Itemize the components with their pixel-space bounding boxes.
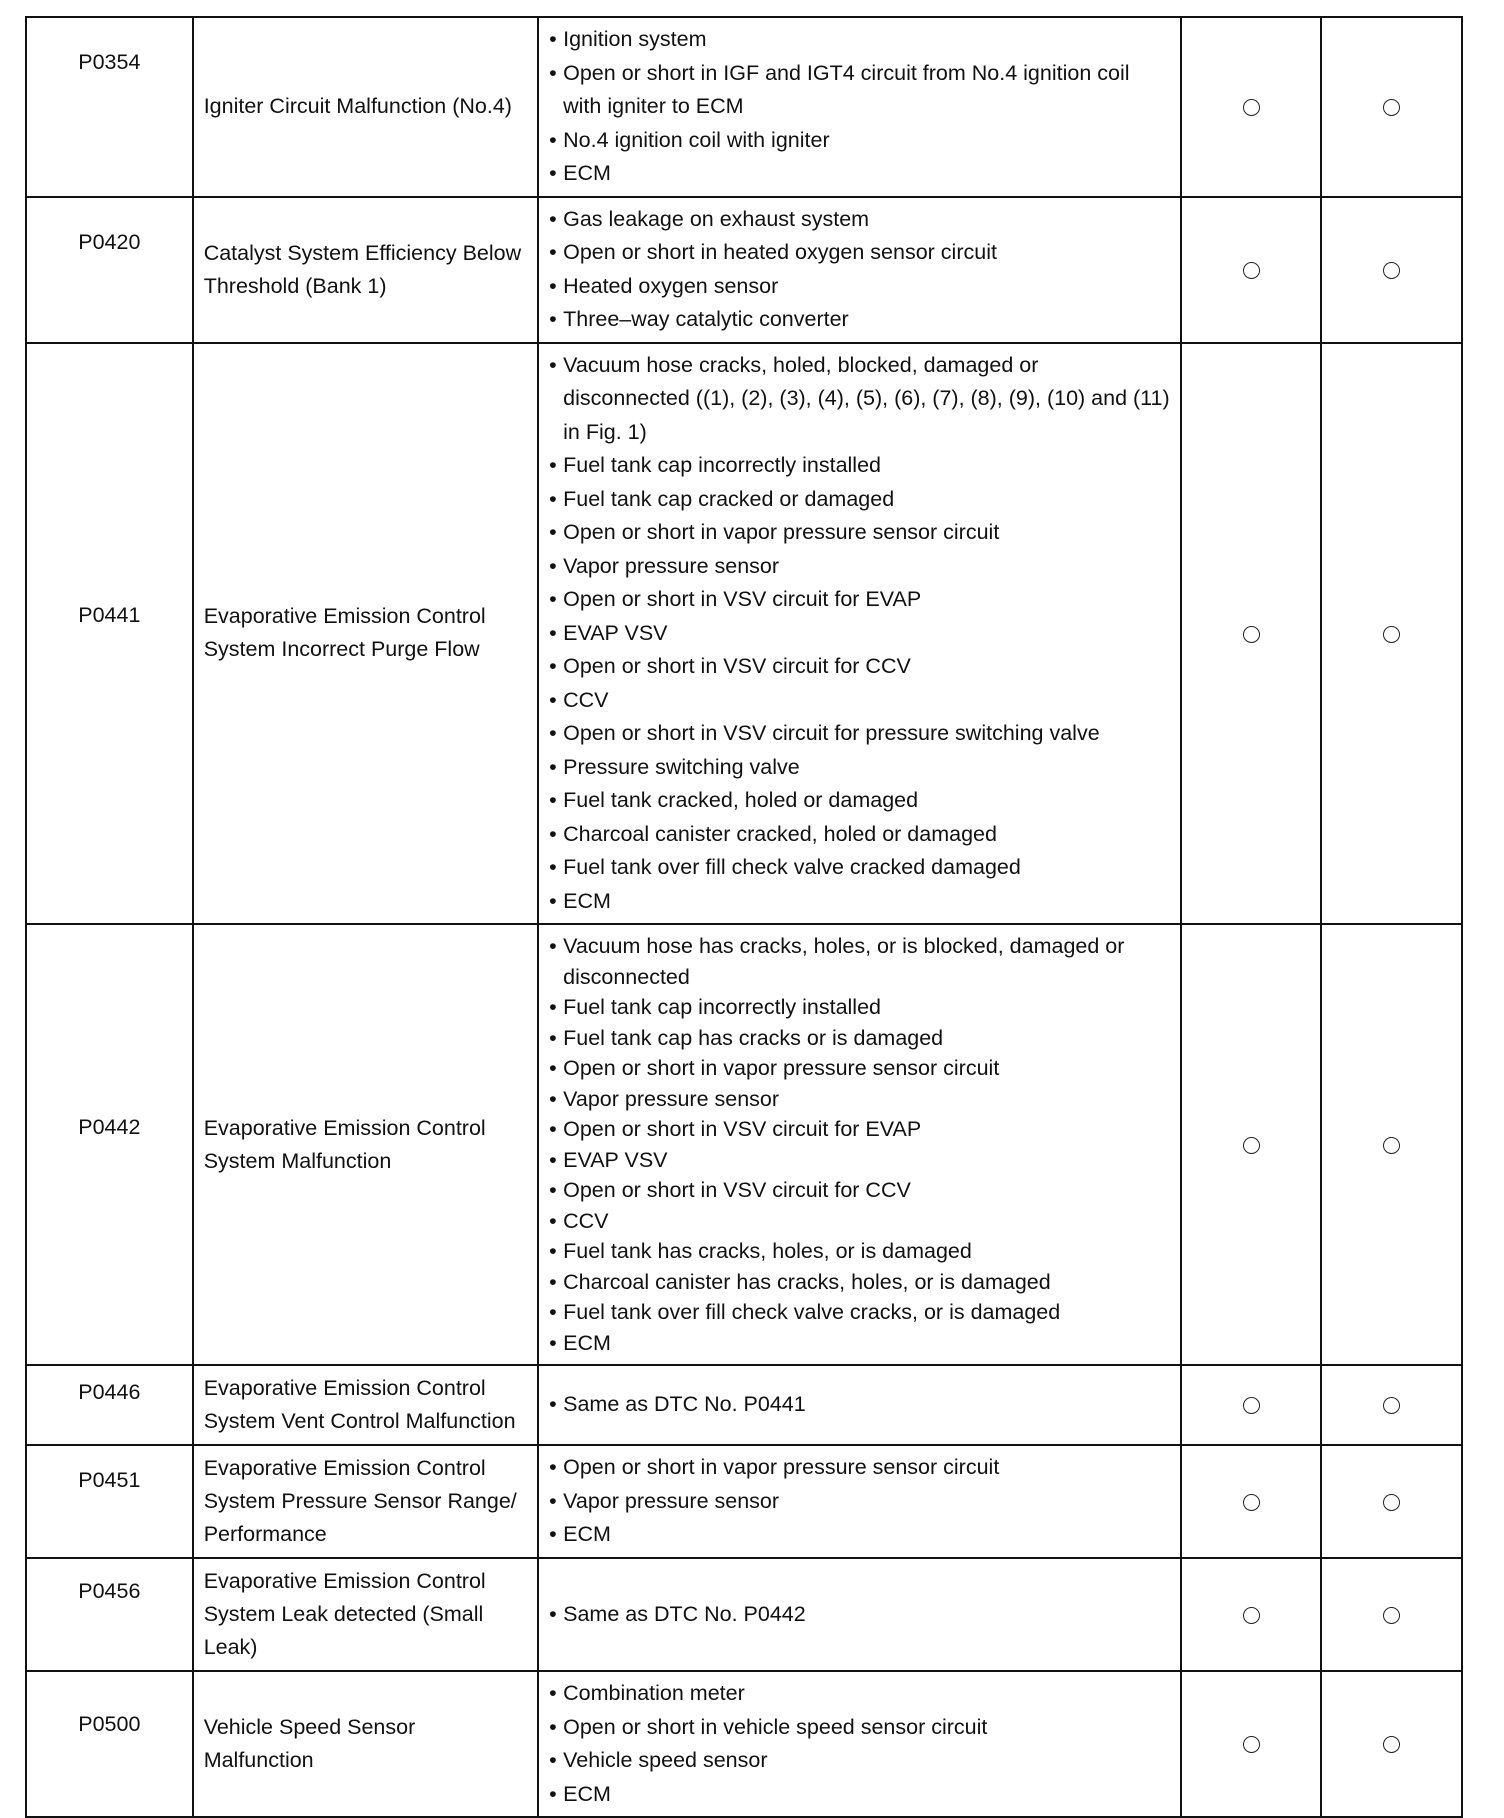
detection-item-cell: [193, 1445, 538, 1558]
list-item: • Vapor pressure sensor: [549, 1485, 1170, 1519]
table-row: [26, 1558, 1462, 1671]
list-item: • Open or short in VSV circuit for EVAP: [549, 1114, 1170, 1145]
circle-icon: [1243, 262, 1260, 279]
list-item: • Fuel tank over fill check valve cracked damaged: [549, 851, 1170, 885]
circle-icon: [1243, 1397, 1260, 1414]
dtc-code-cell: [26, 17, 193, 197]
dtc-code-cell: [26, 1558, 193, 1671]
trouble-area-cell: [538, 1558, 1181, 1671]
trouble-area-cell: [538, 197, 1181, 343]
detection-item: Evaporative Emission Control System Malfunction: [203, 1115, 486, 1173]
trouble-area-list: [549, 203, 1170, 337]
detection-item: Igniter Circuit Malfunction (No.4): [203, 94, 512, 119]
list-item: • Open or short in vehicle speed sensor circuit: [549, 1711, 1170, 1745]
dtc-code: P0500: [78, 1712, 141, 1736]
list-item: • Heated oxygen sensor: [549, 270, 1170, 304]
circle-icon: [1383, 1397, 1400, 1414]
table-row: [26, 17, 1462, 197]
trouble-area-cell: [538, 1365, 1181, 1445]
list-item: • ECM: [549, 885, 1170, 919]
trouble-area-list: [549, 931, 1170, 1358]
dtc-code-cell: [26, 1365, 193, 1445]
list-item: • ECM: [549, 157, 1170, 191]
list-item: • Gas leakage on exhaust system: [549, 203, 1170, 237]
memory-cell: [1321, 1365, 1462, 1445]
detection-item-cell: [193, 1365, 538, 1445]
list-item: • Vapor pressure sensor: [549, 550, 1170, 584]
list-item: • Ignition system: [549, 23, 1170, 57]
list-item: • Pressure switching valve: [549, 751, 1170, 785]
detection-item: Catalyst System Efficiency Below Threshold (Bank 1): [203, 240, 522, 298]
list-item: • Vehicle speed sensor: [549, 1744, 1170, 1778]
memory-cell: [1321, 343, 1462, 925]
dtc-code-cell: [26, 1445, 193, 1558]
list-item: • ECM: [549, 1778, 1170, 1812]
circle-icon: [1383, 1494, 1400, 1511]
list-item: • EVAP VSV: [549, 617, 1170, 651]
list-item: • Fuel tank cap cracked or damaged: [549, 483, 1170, 517]
circle-icon: [1383, 99, 1400, 116]
dtc-code-cell: [26, 343, 193, 925]
detection-item-cell: [193, 197, 538, 343]
dtc-code: P0354: [78, 50, 141, 74]
mil-cell: [1181, 1671, 1322, 1817]
trouble-area-cell: [538, 1671, 1181, 1817]
memory-cell: [1321, 924, 1462, 1365]
mil-cell: [1181, 343, 1322, 925]
list-item: • Fuel tank over fill check valve cracks, or is damaged: [549, 1297, 1170, 1328]
list-item: • Open or short in IGF and IGT4 circuit from No.4 ignition coil with igniter to ECM: [549, 57, 1170, 124]
trouble-area-list: [549, 349, 1170, 919]
list-item: • Same as DTC No. P0441: [549, 1388, 1170, 1422]
circle-icon: [1243, 99, 1260, 116]
list-item: • Fuel tank cap incorrectly installed: [549, 992, 1170, 1023]
detection-item-cell: [193, 1558, 538, 1671]
dtc-code: P0446: [78, 1380, 141, 1404]
mil-cell: [1181, 197, 1322, 343]
trouble-area-list: [549, 1677, 1170, 1811]
dtc-table: [25, 16, 1463, 1818]
circle-icon: [1243, 1736, 1260, 1753]
detection-item-cell: [193, 17, 538, 197]
detection-item: Evaporative Emission Control System Vent Control Malfunction: [203, 1376, 516, 1433]
list-item: • Fuel tank cracked, holed or damaged: [549, 784, 1170, 818]
dtc-code-cell: [26, 1671, 193, 1817]
table-row: [26, 343, 1462, 925]
list-item: • EVAP VSV: [549, 1145, 1170, 1176]
trouble-area-cell: [538, 924, 1181, 1365]
trouble-area-list: [549, 1451, 1170, 1552]
mil-cell: [1181, 17, 1322, 197]
list-item: • Open or short in VSV circuit for EVAP: [549, 583, 1170, 617]
table-row: [26, 1671, 1462, 1817]
list-item: • CCV: [549, 684, 1170, 718]
circle-icon: [1383, 262, 1400, 279]
circle-icon: [1243, 626, 1260, 643]
list-item: • Open or short in VSV circuit for CCV: [549, 650, 1170, 684]
dtc-code: P0442: [78, 1114, 141, 1139]
list-item: • Combination meter: [549, 1677, 1170, 1711]
table-row: [26, 197, 1462, 343]
mil-cell: [1181, 924, 1322, 1365]
circle-icon: [1383, 1736, 1400, 1753]
circle-icon: [1383, 1137, 1400, 1154]
memory-cell: [1321, 17, 1462, 197]
detection-item: Evaporative Emission Control System Incorrect Purge Flow: [203, 604, 486, 662]
list-item: • No.4 ignition coil with igniter: [549, 124, 1170, 158]
list-item: • Vacuum hose cracks, holed, blocked, damaged or disconnected ((1), (2), (3), (4), (5), (6), (7), (8), (9), (10) and (11) in Fig. 1): [549, 349, 1170, 450]
list-item: • Open or short in vapor pressure sensor circuit: [549, 516, 1170, 550]
list-item: • Vacuum hose has cracks, holes, or is blocked, damaged or disconnected: [549, 931, 1170, 992]
table-row: [26, 924, 1462, 1365]
circle-icon: [1243, 1607, 1260, 1624]
list-item: • Fuel tank cap has cracks or is damaged: [549, 1023, 1170, 1054]
list-item: • Open or short in heated oxygen sensor circuit: [549, 236, 1170, 270]
circle-icon: [1243, 1494, 1260, 1511]
circle-icon: [1383, 1607, 1400, 1624]
table-row: [26, 1445, 1462, 1558]
mil-cell: [1181, 1558, 1322, 1671]
dtc-code-cell: [26, 924, 193, 1365]
detection-item: Evaporative Emission Control System Pressure Sensor Range/ Performance: [203, 1456, 517, 1546]
trouble-area-list: [549, 1388, 1170, 1422]
table-row: [26, 1365, 1462, 1445]
list-item: • Same as DTC No. P0442: [549, 1598, 1170, 1632]
list-item: • Open or short in VSV circuit for CCV: [549, 1175, 1170, 1206]
trouble-area-list: [549, 1598, 1170, 1632]
detection-item: Vehicle Speed Sensor Malfunction: [203, 1715, 416, 1772]
circle-icon: [1383, 626, 1400, 643]
list-item: • CCV: [549, 1206, 1170, 1237]
detection-item-cell: [193, 924, 538, 1365]
list-item: • Fuel tank has cracks, holes, or is damaged: [549, 1236, 1170, 1267]
trouble-area-cell: [538, 1445, 1181, 1558]
list-item: • Three–way catalytic converter: [549, 303, 1170, 337]
dtc-code-cell: [26, 197, 193, 343]
list-item: • Open or short in VSV circuit for pressure switching valve: [549, 717, 1170, 751]
list-item: • Vapor pressure sensor: [549, 1084, 1170, 1115]
memory-cell: [1321, 1671, 1462, 1817]
list-item: • Open or short in vapor pressure sensor circuit: [549, 1053, 1170, 1084]
trouble-area-list: [549, 23, 1170, 191]
list-item: • Fuel tank cap incorrectly installed: [549, 449, 1170, 483]
circle-icon: [1243, 1137, 1260, 1154]
dtc-code: P0441: [78, 603, 141, 628]
list-item: • Charcoal canister cracked, holed or damaged: [549, 818, 1170, 852]
dtc-code: P0456: [78, 1579, 141, 1603]
detection-item-cell: [193, 1671, 538, 1817]
trouble-area-cell: [538, 17, 1181, 197]
detection-item-cell: [193, 343, 538, 925]
list-item: • Open or short in vapor pressure sensor circuit: [549, 1451, 1170, 1485]
list-item: • Charcoal canister has cracks, holes, or is damaged: [549, 1267, 1170, 1298]
mil-cell: [1181, 1445, 1322, 1558]
detection-item: Evaporative Emission Control System Leak detected (Small Leak): [203, 1569, 486, 1659]
mil-cell: [1181, 1365, 1322, 1445]
list-item: • ECM: [549, 1518, 1170, 1552]
dtc-code: P0451: [78, 1468, 141, 1492]
memory-cell: [1321, 1558, 1462, 1671]
memory-cell: [1321, 1445, 1462, 1558]
memory-cell: [1321, 197, 1462, 343]
list-item: • ECM: [549, 1328, 1170, 1359]
dtc-code: P0420: [78, 229, 141, 254]
trouble-area-cell: [538, 343, 1181, 925]
